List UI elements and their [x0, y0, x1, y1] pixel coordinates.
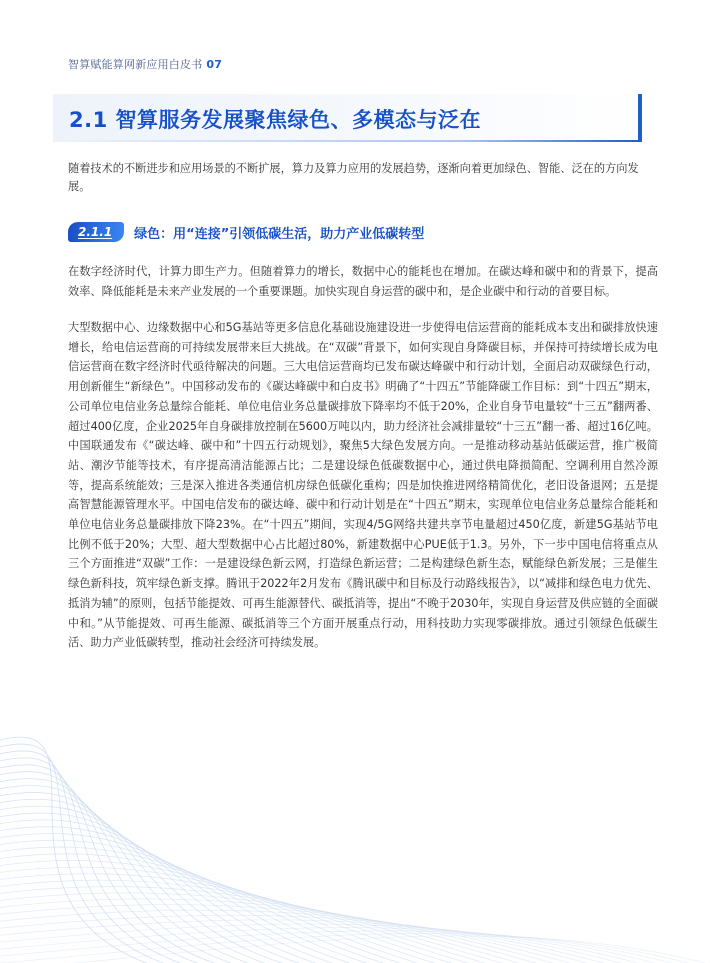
wave-line — [0, 931, 706, 963]
wave-line — [0, 910, 621, 963]
wave-line — [0, 874, 519, 963]
wave-line — [0, 936, 710, 963]
wave-line — [0, 928, 689, 963]
banner-accent-line — [53, 140, 638, 142]
body-paragraph-2: 大型数据中心、边缘数据中心和5G基站等更多信息化基础设施建设进一步使得电信运营商的能耗成本支出和碳排放快速增长，给电信运营商的可持续发展带来巨大挑战。在“双碳”背景下，如何实现自身降碳目标，并保持可持续增长成为电信运营商在数字经济时代亟待解决的问题。三大电信运营商均已发布碳达峰碳中和行动计划，全面启动双碳绿色行动，用创新催生“新绿色”。中国移动发布的《碳达峰碳中和白皮书》明确了“十四五”节能降碳工作目标：到“十四五”期末，公司单位电信业务总量综合能耗、单位电信业务总量碳排放下降率均不低于20%，企业自身节电量较“十三五”翻两番、超过400亿度，企业2025年自身碳排放控制在5600万吨以内，助力经济社会减排量较“十三五”翻一番、超过16亿吨。中国联通发布《“碳达峰、碳中和”十四五行动规划》，聚焦5大绿色发展方向。一是推动移动基站低碳运营，推广极简站、潮汐节能等技术，有序提高清洁能源占比；二是建设绿色低碳数据中心，通过供电降损简配、空调利用自然冷源等，提高系统能效；三是深入推进各类通信机房绿色低碳化重构；四是加快推进网络精简优化，老旧设备退网；五是提高智慧能源管理水平。中国电信发布的碳达峰、碳中和行动计划是在“十四五”期末，实现单位电信业务总量综合能耗和单位电信业务总量碳排放下降23%。在“十四五”期间，实现4/5G网络共建共享节电量超过450亿度，新建5G基站节电比例不低于20%；大型、超大型数据中心占比超过80%，新建数据中心PUE低于1.3。另外，下一步中国电信将重点从三个方面推进“双碳”工作：一是建设绿色新云网，打造绿色新运营；二是构建绿色新生态，赋能绿色新发展；三是催生绿色新科技，筑牢绿色新支撑。腾讯于2022年2月发布《腾讯碳中和目标及行动路线报告》，以“减排和绿色电力优先、抵消为辅”的原则，包括节能提效、可再生能源替代、碳抵消等，提出“不晚于2030年，实现自身运营及供应链的全面碳中和。”从节能提效、可再生能源、碳抵消等三个方面开展重点行动，用科技助力实现零碳排放。通过引领绿色低碳生活、助力产业低碳转型，推动社会经济可持续发展。 — [68, 321, 658, 650]
decorative-wave-lines — [0, 700, 710, 963]
page-number: 07 — [206, 58, 223, 71]
wave-line — [0, 806, 350, 963]
wave-line — [0, 899, 587, 963]
wave-line — [0, 751, 214, 963]
wave-line — [0, 758, 231, 963]
wave-line — [0, 905, 604, 963]
wave-line — [0, 920, 655, 963]
wave-line — [0, 772, 265, 963]
wave-line — [0, 924, 672, 963]
document-title: 智算赋能算网新应用白皮书 — [68, 58, 203, 71]
running-header — [68, 56, 222, 72]
wave-line — [0, 765, 248, 963]
wave-line — [0, 867, 502, 963]
wave-line — [0, 880, 536, 963]
wave-line — [0, 847, 452, 963]
section-title: 2.1 智算服务发展聚焦绿色、多模态与泛在 — [69, 108, 482, 132]
wave-line — [0, 887, 553, 963]
wave-line — [0, 744, 197, 963]
wave-line — [0, 915, 638, 963]
wave-line — [0, 820, 384, 963]
body-paragraph-1: 在数字经济时代，计算力即生产力。但随着算力的增长，数据中心的能耗也在增加。在碳达峰和碳中和的背景下，提高效率、降低能耗是未来产业发展的一个重要课题。加快实现自身运营的碳中和，是企业碳中和行动的首要目标。 — [68, 265, 658, 298]
wave-line — [0, 834, 418, 963]
wave-line — [0, 827, 401, 963]
wave-line — [0, 737, 180, 963]
wave-line — [0, 934, 710, 963]
wave-line — [0, 813, 367, 963]
wave-line — [0, 893, 570, 963]
wave-line — [0, 792, 316, 963]
wave-line — [0, 799, 333, 963]
wave-line — [0, 779, 282, 963]
subsection-heading — [68, 221, 424, 243]
wave-line — [0, 861, 486, 963]
wave-line — [0, 854, 469, 963]
section-intro: 随着技术的不断进步和应用场景的不断扩展，算力及算力应用的发展趋势，逐渐向着更加绿色、智能、泛在的方向发展。 — [68, 162, 639, 193]
wave-line — [0, 840, 435, 963]
subsection-number-badge: 2.1.1 — [68, 222, 124, 242]
wave-line — [0, 786, 299, 963]
subsection-title: 绿色：用“连接”引领低碳生活，助力产业低碳转型 — [134, 226, 425, 242]
